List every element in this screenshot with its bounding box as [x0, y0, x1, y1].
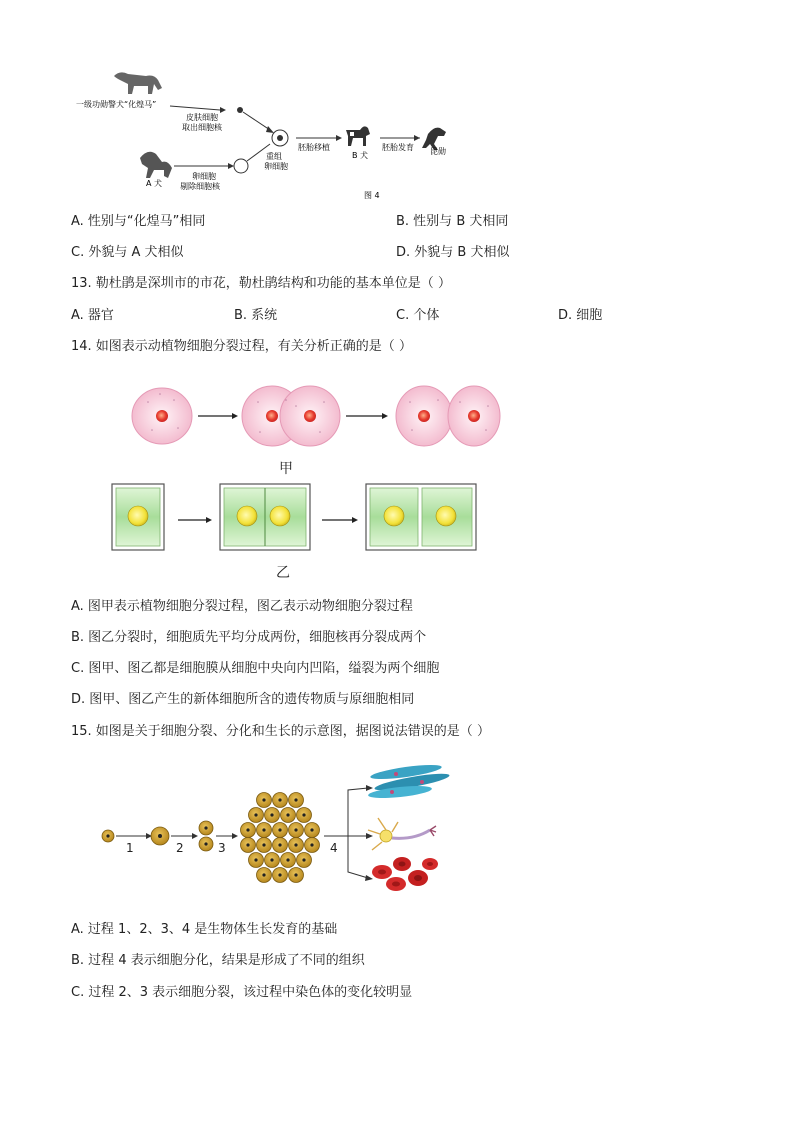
recombined-label-1: 重组: [266, 152, 282, 161]
development-label: 胚胎发育: [382, 143, 414, 152]
skin-cell-label-2: 取出细胞核: [182, 123, 222, 132]
plant-cell-dividing: [220, 484, 310, 550]
cluster-cell-nucleus: [294, 843, 297, 846]
q14-stem: 14. 如图表示动植物细胞分裂过程，有关分析正确的是（ ）: [71, 339, 412, 354]
q15-option-c[interactable]: C. 过程 2、3 表示细胞分裂，该过程中染色体的变化较明显: [71, 985, 413, 1000]
q15-option-b[interactable]: B. 过程 4 表示细胞分化，结果是形成了不同的组织: [71, 953, 365, 968]
recombined-label-2: 卵细胞: [264, 162, 288, 171]
embryo-transfer-label: 胚胎移植: [298, 143, 330, 152]
cluster-cell-nucleus: [278, 873, 281, 876]
figure-number: 图 4: [364, 191, 380, 200]
step-label-4: 4: [330, 841, 338, 855]
cluster-cell-nucleus: [246, 843, 249, 846]
cluster-cell-nucleus: [262, 873, 265, 876]
cluster-cell-nucleus: [270, 858, 273, 861]
step-label-1: 1: [126, 841, 134, 855]
label-jia: 甲: [279, 461, 293, 477]
egg-cell: [234, 159, 248, 173]
nucleus-dot: [237, 107, 243, 113]
cloning-diagram: [70, 58, 414, 208]
q13-option-b[interactable]: B. 系统: [234, 308, 278, 323]
cluster-cell-nucleus: [262, 798, 265, 801]
cluster-cell-nucleus: [302, 813, 305, 816]
cluster-cell-nucleus: [270, 813, 273, 816]
cluster-cell-nucleus: [254, 858, 257, 861]
cluster-cell-nucleus: [310, 843, 313, 846]
cluster-cell-nucleus: [294, 798, 297, 801]
cluster-cell-nucleus: [286, 858, 289, 861]
cell-division-figure: [100, 372, 500, 582]
q12-option-a[interactable]: A. 性别与“化煌马”相同: [71, 214, 206, 229]
plant-cell-1: [112, 484, 164, 550]
q12-option-c[interactable]: C. 外貌与 A 犬相似: [71, 245, 184, 260]
cluster-cell-nucleus: [278, 798, 281, 801]
animal-cell-1: [132, 388, 192, 444]
cell-cluster: [241, 793, 320, 883]
cluster-cell-nucleus: [246, 828, 249, 831]
cluster-cell-nucleus: [254, 813, 257, 816]
label-yi: 乙: [276, 565, 290, 581]
cloning-result: [380, 118, 470, 168]
animal-cells-divided: [396, 386, 500, 446]
red-blood-cells: [372, 857, 438, 891]
cluster-cell-nucleus: [294, 873, 297, 876]
q15-option-a[interactable]: A. 过程 1、2、3、4 是生物体生长发育的基础: [71, 922, 338, 937]
q14-option-b[interactable]: B. 图乙分裂时，细胞质先平均分成两份，细胞核再分裂成两个: [71, 630, 427, 645]
muscle-tissue: [368, 762, 451, 800]
skin-cell-label-1: 皮肤细胞: [186, 113, 218, 122]
divided-cells-two: [199, 821, 213, 851]
egg-label-2: 剔除细胞核: [180, 182, 220, 191]
cluster-cell-nucleus: [278, 843, 281, 846]
a-dog-label: A 犬: [146, 179, 163, 188]
cluster-cell-nucleus: [262, 843, 265, 846]
q13-option-c[interactable]: C. 个体: [396, 308, 440, 323]
cluster-cell-nucleus: [286, 813, 289, 816]
donor-dog-label: 一级功勋警犬“化煌马”: [76, 100, 157, 109]
cluster-cell-nucleus: [302, 858, 305, 861]
q13-option-a[interactable]: A. 器官: [71, 308, 114, 323]
q12-option-d[interactable]: D. 外貌与 B 犬相似: [396, 245, 510, 260]
cell-growth-figure: [96, 760, 456, 900]
step-label-3: 3: [218, 841, 226, 855]
cluster-cell-nucleus: [278, 828, 281, 831]
q13-option-d[interactable]: D. 细胞: [558, 308, 603, 323]
q14-option-c[interactable]: C. 图甲、图乙都是细胞膜从细胞中央向内凹陷，缢裂为两个细胞: [71, 661, 440, 676]
step-label-2: 2: [176, 841, 184, 855]
q15-stem: 15. 如图是关于细胞分裂、分化和生长的示意图，据图说法错误的是（ ）: [71, 724, 490, 739]
plant-cells-divided: [366, 484, 476, 550]
b-dog-label: B 犬: [352, 151, 369, 160]
donor-dog-icon: [114, 72, 162, 94]
cluster-cell-nucleus: [310, 828, 313, 831]
animal-cell-dividing: [242, 386, 340, 446]
a-dog-icon: [140, 152, 172, 178]
q14-option-d[interactable]: D. 图甲、图乙产生的新体细胞所含的遗传物质与原细胞相同: [71, 692, 415, 707]
q14-option-a[interactable]: A. 图甲表示植物细胞分裂过程，图乙表示动物细胞分裂过程: [71, 599, 413, 614]
egg-label-1: 卵细胞: [192, 172, 216, 181]
result-label: 昆勋: [430, 147, 446, 156]
q12-option-b[interactable]: B. 性别与 B 犬相同: [396, 214, 509, 229]
cluster-cell-nucleus: [262, 828, 265, 831]
q13-stem: 13. 勒杜鹃是深圳市的市花，勒杜鹃结构和功能的基本单位是（ ）: [71, 276, 451, 291]
neuron-cell: [368, 818, 436, 850]
cluster-cell-nucleus: [294, 828, 297, 831]
b-dog-icon: [346, 126, 370, 146]
